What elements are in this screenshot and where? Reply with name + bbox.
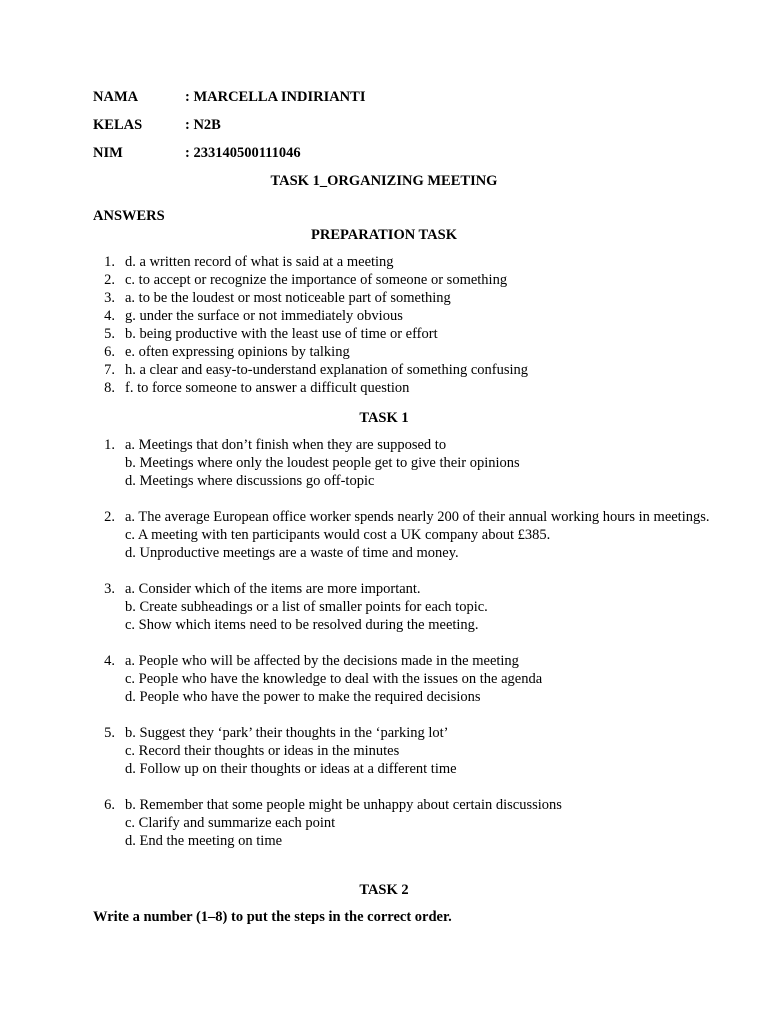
item-text: h. a clear and easy-to-understand explanation of something confusing [125, 362, 529, 378]
item-text: e. often expressing opinions by talking [125, 344, 350, 360]
item-number: 1. [104, 254, 115, 270]
question-number: 3. [104, 581, 115, 597]
class-label: KELAS [93, 117, 143, 133]
answer-line: c. Record their thoughts or ideas in the minutes [125, 743, 400, 759]
question-number: 4. [104, 653, 115, 669]
item-number: 2. [104, 272, 115, 288]
answer-line: d. Follow up on their thoughts or ideas at a different time [125, 761, 457, 777]
answer-line: c. People who have the knowledge to deal with the issues on the agenda [125, 671, 543, 687]
task1-question [93, 652, 713, 706]
preparation-item [93, 307, 713, 325]
answer-line: b. Suggest they ‘park’ their thoughts in the ‘parking lot’ [125, 725, 449, 741]
item-text: d. a written record of what is said at a meeting [125, 254, 394, 270]
answer-line: b. Meetings where only the loudest people get to give their opinions [125, 455, 520, 471]
item-number: 7. [104, 362, 115, 378]
question-number: 6. [104, 797, 115, 813]
answer-line: d. People who have the power to make the required decisions [125, 689, 481, 705]
answer-line: c. A meeting with ten participants would cost a UK company about £385. [125, 527, 551, 543]
answer-line: d. Unproductive meetings are a waste of time and money. [125, 545, 459, 561]
question-number: 1. [104, 437, 115, 453]
name-value: : MARCELLA INDIRIANTI [185, 89, 366, 105]
class-value: : N2B [185, 117, 221, 133]
item-text: g. under the surface or not immediately obvious [125, 308, 403, 324]
item-text: f. to force someone to answer a difficult question [125, 380, 410, 396]
item-number: 8. [104, 380, 115, 396]
answer-line: c. Show which items need to be resolved during the meeting. [125, 617, 479, 633]
task2-instruction: Write a number (1–8) to put the steps in the correct order. [93, 909, 452, 925]
nim-row [93, 144, 301, 162]
answer-line: a. Consider which of the items are more important. [125, 581, 421, 597]
nim-label: NIM [93, 145, 123, 161]
preparation-task-heading: PREPARATION TASK [311, 227, 457, 243]
answer-line: d. Meetings where discussions go off-topic [125, 473, 375, 489]
answer-line: c. Clarify and summarize each point [125, 815, 336, 831]
task1-question [93, 796, 713, 850]
answer-line: a. Meetings that don’t finish when they are supposed to [125, 437, 447, 453]
question-number: 2. [104, 509, 115, 525]
item-number: 5. [104, 326, 115, 342]
preparation-item [93, 289, 713, 307]
preparation-answer-list [93, 253, 713, 397]
task1-question [93, 436, 713, 490]
answer-line: a. People who will be affected by the decisions made in the meeting [125, 653, 519, 669]
answer-line: b. Remember that some people might be unhappy about certain discussions [125, 797, 562, 813]
question-number: 5. [104, 725, 115, 741]
task1-answer-list [93, 436, 713, 868]
item-number: 4. [104, 308, 115, 324]
item-text: b. being productive with the least use of time or effort [125, 326, 438, 342]
preparation-item [93, 325, 713, 343]
item-text: a. to be the loudest or most noticeable part of something [125, 290, 451, 306]
item-number: 3. [104, 290, 115, 306]
name-row [93, 88, 365, 106]
answer-line: a. The average European office worker spends nearly 200 of their annual working hours in meetings. [125, 509, 710, 525]
answers-heading: ANSWERS [93, 208, 165, 224]
preparation-item [93, 253, 713, 271]
task2-heading: TASK 2 [359, 882, 409, 898]
preparation-item [93, 343, 713, 361]
item-number: 6. [104, 344, 115, 360]
task1-question [93, 508, 713, 562]
class-row [93, 116, 221, 134]
preparation-item [93, 379, 713, 397]
task1-question [93, 724, 713, 778]
name-label: NAMA [93, 89, 139, 105]
preparation-item [93, 361, 713, 379]
answer-line: d. End the meeting on time [125, 833, 283, 849]
preparation-item [93, 271, 713, 289]
answer-line: b. Create subheadings or a list of smaller points for each topic. [125, 599, 488, 615]
document-title: TASK 1_ORGANIZING MEETING [270, 173, 498, 189]
item-text: c. to accept or recognize the importance of someone or something [125, 272, 508, 288]
task1-question [93, 580, 713, 634]
task1-heading: TASK 1 [359, 410, 409, 426]
nim-value: : 233140500111046 [185, 145, 301, 161]
